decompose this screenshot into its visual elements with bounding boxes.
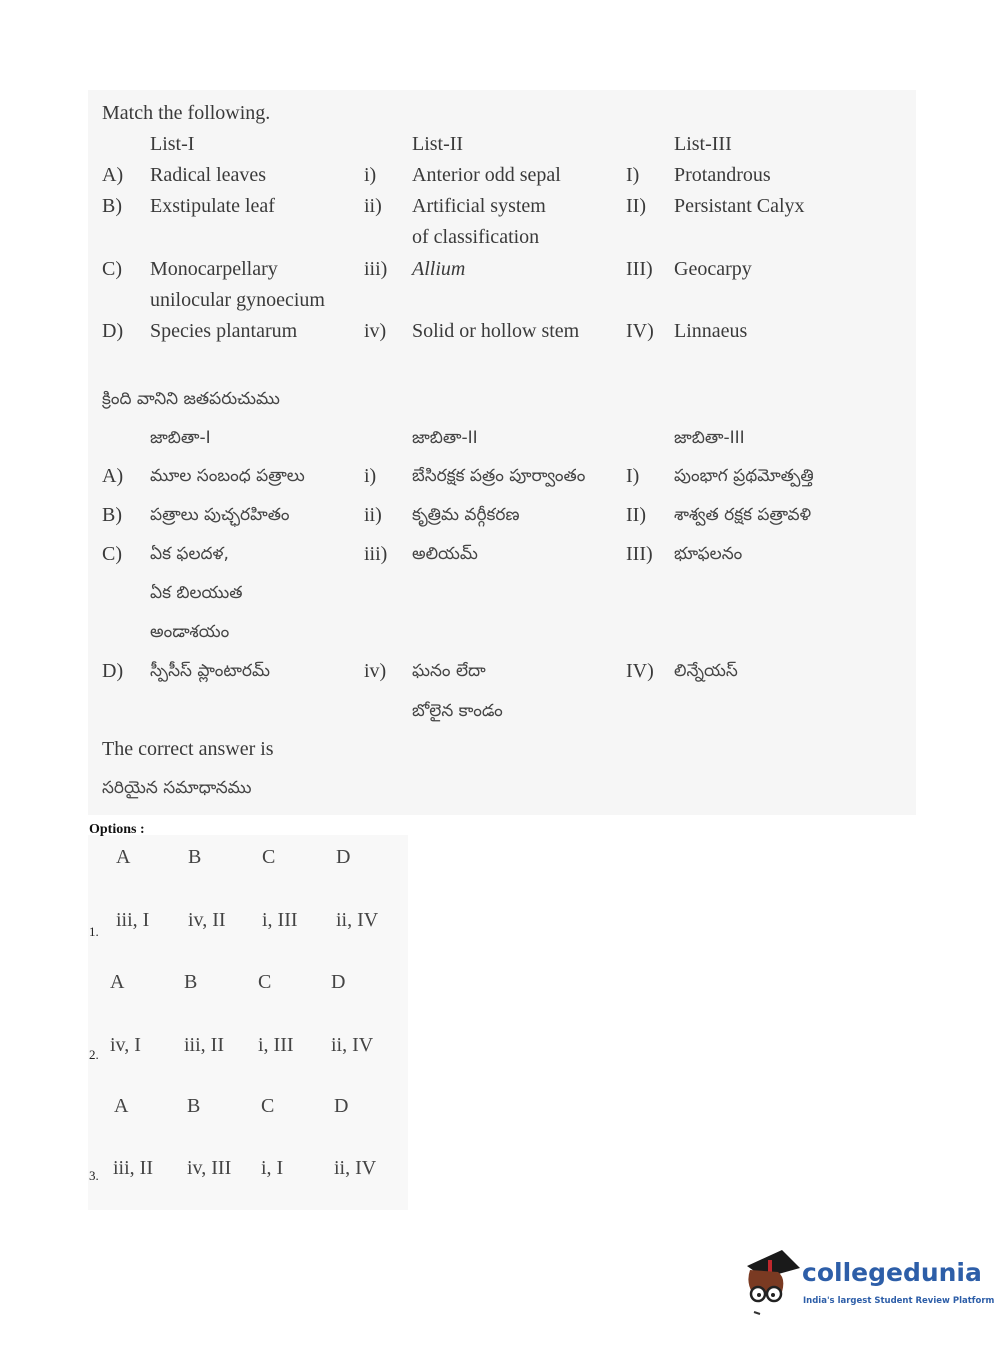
label: i): [364, 465, 377, 487]
label: I): [626, 465, 640, 487]
cell: బేసిరక్షక పత్రం పూర్వాంతం: [412, 466, 586, 486]
cell: Species plantarum: [150, 320, 298, 342]
cell: Linnaeus: [674, 320, 748, 342]
option-value: i, III: [262, 909, 298, 931]
label: D): [102, 320, 124, 342]
options-label: Options :: [89, 822, 145, 837]
label: iii): [364, 543, 388, 565]
cell: Geocarpy: [674, 258, 752, 280]
answer-prompt-te: సరియైన సమాధానము: [102, 778, 252, 798]
cell: స్పీసీస్ ప్లాంటారమ్: [150, 661, 270, 681]
label: A): [102, 164, 124, 186]
label: A): [102, 465, 124, 487]
label: C): [102, 258, 122, 280]
option-value: iii, II: [184, 1034, 224, 1056]
label: iv): [364, 320, 387, 342]
col-header: D: [331, 971, 346, 993]
col-header: D: [334, 1095, 349, 1117]
col-header: B: [187, 1095, 201, 1117]
list3-header-te: జాబితా-III: [674, 428, 745, 448]
cell: శాశ్వత రక్షక పత్రావళి: [674, 505, 812, 525]
label: D): [102, 660, 124, 682]
logo-text: collegedunia: [802, 1258, 982, 1287]
label: III): [626, 258, 653, 280]
col-header: C: [258, 971, 272, 993]
cell: ఏక ఫలదళ,: [150, 544, 229, 564]
option-value: ii, IV: [331, 1034, 374, 1056]
label: C): [102, 543, 122, 565]
cell: కృత్రిమ వర్గీకరణ: [412, 505, 520, 525]
cell: Anterior odd sepal: [412, 164, 561, 186]
option-value: ii, IV: [334, 1157, 377, 1179]
col-header: C: [262, 846, 276, 868]
col-header: D: [336, 846, 351, 868]
label: IV): [626, 660, 654, 682]
cell: లిన్నేయస్: [674, 661, 738, 681]
option-value: iv, III: [187, 1157, 232, 1179]
list3-header: List-III: [674, 133, 732, 155]
cell: Monocarpellary: [150, 258, 278, 280]
col-header: C: [261, 1095, 275, 1117]
label: I): [626, 164, 640, 186]
label: ii): [364, 195, 382, 217]
label: i): [364, 164, 377, 186]
options-scan: [88, 835, 408, 1210]
prompt-en: Match the following.: [102, 102, 271, 124]
label: B): [102, 504, 122, 526]
cell: పుంభాగ ప్రథమోత్పత్తి: [674, 466, 814, 486]
list1-header: List-I: [150, 133, 195, 155]
option-value: iii, II: [113, 1157, 153, 1179]
label: IV): [626, 320, 654, 342]
cell: Allium: [412, 258, 466, 280]
col-header: A: [114, 1095, 129, 1117]
list2-header: List-II: [412, 133, 464, 155]
cell: ఘనం లేదా: [412, 661, 486, 681]
prompt-te: క్రింది వానిని జతపరుచుము: [102, 389, 280, 409]
option-value: iv, II: [188, 909, 226, 931]
cell: Radical leaves: [150, 164, 267, 186]
cell: Artificial system: [412, 195, 546, 217]
option-value: iii, I: [116, 909, 150, 931]
cell: Persistant Calyx: [674, 195, 805, 217]
logo-tagline: India's largest Student Review Platform: [803, 1296, 995, 1306]
option-value: i, III: [258, 1034, 294, 1056]
option-number: 2.: [89, 1047, 99, 1062]
option-value: iv, I: [110, 1034, 141, 1056]
mascot-icon: [742, 1248, 802, 1318]
cell: Protandrous: [674, 164, 771, 186]
label: iii): [364, 258, 388, 280]
col-header: B: [188, 846, 202, 868]
list2-header-te: జాబితా-II: [412, 428, 478, 448]
label: II): [626, 504, 646, 526]
cell: అలియమ్: [412, 544, 478, 564]
answer-prompt-en: The correct answer is: [102, 738, 274, 760]
option-value: i, I: [261, 1157, 284, 1179]
option-value: ii, IV: [336, 909, 379, 931]
cell: అండాశయం: [150, 622, 230, 642]
cell: ఏక బిలయుత: [150, 583, 243, 603]
label: ii): [364, 504, 382, 526]
cell: భూఫలనం: [674, 544, 743, 564]
label: III): [626, 543, 653, 565]
cell: Exstipulate leaf: [150, 195, 275, 217]
label: iv): [364, 660, 387, 682]
col-header: B: [184, 971, 198, 993]
cell: బోలైన కాండం: [412, 701, 503, 721]
option-number: 3.: [89, 1168, 99, 1183]
list1-header-te: జాబితా-I: [150, 428, 211, 448]
label: B): [102, 195, 122, 217]
collegedunia-logo: [742, 1248, 995, 1318]
label: II): [626, 195, 646, 217]
cell: మూల సంబంధ పత్రాలు: [150, 466, 305, 486]
cell: unilocular gynoecium: [150, 289, 325, 311]
cell: Solid or hollow stem: [412, 320, 580, 342]
col-header: A: [110, 971, 125, 993]
cell: పత్రాలు పుచ్ఛరహితం: [150, 505, 290, 525]
col-header: A: [116, 846, 131, 868]
option-number: 1.: [89, 924, 99, 939]
cell: of classification: [412, 226, 540, 248]
